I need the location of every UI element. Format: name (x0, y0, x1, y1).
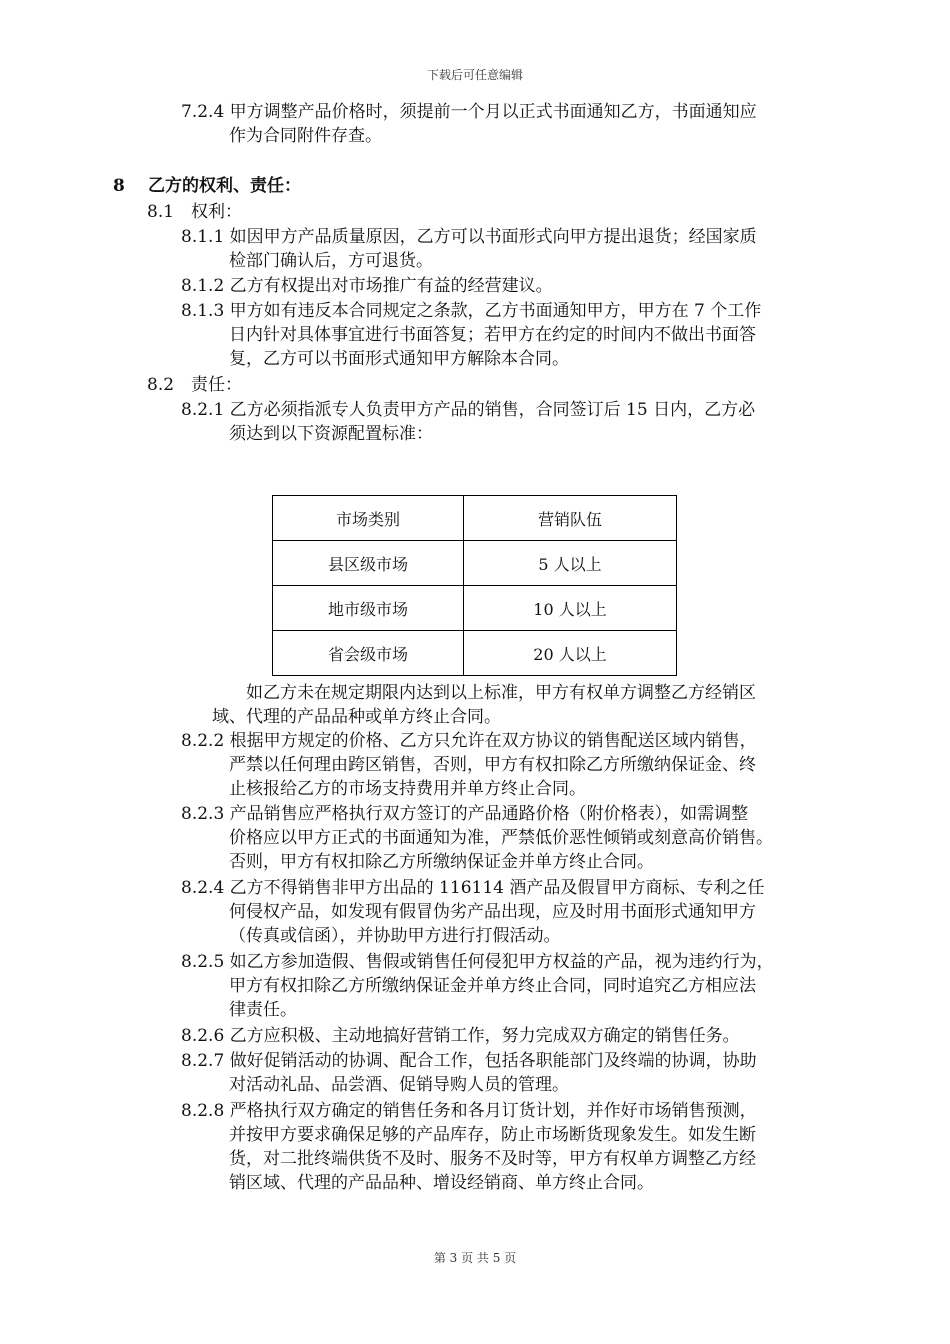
table-cell: 县区级市场 (273, 541, 464, 586)
clause-8-2-1-line-2: 须达到以下资源配置标准： (229, 424, 433, 444)
clause-8-1-1-line-1: 8.1.1 如因甲方产品质量原因，乙方可以书面形式向甲方提出退货；经国家质 (181, 227, 757, 247)
clause-8-2-2-line-3: 止核报给乙方的市场支持费用并单方终止合同。 (229, 779, 586, 799)
clause-8-1-1-line-2: 检部门确认后，方可退货。 (229, 251, 433, 271)
page-header: 下载后可任意编辑 (426, 68, 523, 82)
clause-8-2-7-line-1: 8.2.7 做好促销活动的协调、配合工作，包括各职能部门及终端的协调，协助 (181, 1051, 757, 1071)
clause-8-2-1-line-1: 8.2.1 乙方必须指派专人负责甲方产品的销售，合同签订后 15 日内，乙方必 (181, 400, 756, 420)
clause-8-2-8-line-4: 销区域、代理的产品品种、增设经销商、单方终止合同。 (229, 1173, 654, 1193)
page-footer: 第 3 页 共 5 页 (433, 1251, 517, 1265)
table-row (273, 541, 677, 586)
clause-8-2-4-line-1: 8.2.4 乙方不得销售非甲方出品的 116114 酒产品及假冒甲方商标、专利之任 (181, 878, 765, 898)
clause-8-2-5-line-2: 甲方有权扣除乙方所缴纳保证金并单方终止合同，同时追究乙方相应法 (229, 976, 756, 996)
table-cell: 20 人以上 (464, 631, 677, 676)
clause-8-2-3-line-3: 否则，甲方有权扣除乙方所缴纳保证金并单方终止合同。 (229, 852, 654, 872)
subsection-8-1-heading: 8.1 权利： (147, 202, 243, 222)
clause-8-2-8-line-2: 并按甲方要求确保足够的产品库存，防止市场断货现象发生。如发生断 (229, 1125, 756, 1145)
table-row (273, 631, 677, 676)
table-header-cell: 营销队伍 (464, 496, 677, 541)
clause-8-2-4-line-2: 何侵权产品，如发现有假冒伪劣产品出现，应及时用书面形式通知甲方 (229, 902, 756, 922)
table-header-row (273, 496, 677, 541)
section-8-number: 8 (113, 176, 125, 196)
clause-8-2-5-line-3: 律责任。 (229, 1000, 297, 1020)
clause-8-2-2-line-2: 严禁以任何理由跨区销售，否则，甲方有权扣除乙方所缴纳保证金、终 (229, 755, 756, 775)
table-header-cell: 市场类别 (273, 496, 464, 541)
clause-8-2-5-line-1: 8.2.5 如乙方参加造假、售假或销售任何侵犯甲方权益的产品，视为违约行为， (181, 952, 774, 972)
table-cell: 省会级市场 (273, 631, 464, 676)
clause-8-2-3-line-1: 8.2.3 产品销售应严格执行双方签订的产品通路价格（附价格表），如需调整 (181, 804, 749, 824)
clause-8-2-4-line-3: （传真或信函），并协助甲方进行打假活动。 (229, 926, 561, 946)
resource-config-table (272, 495, 677, 676)
clause-8-2-6: 8.2.6 乙方应积极、主动地搞好营销工作，努力完成双方确定的销售任务。 (181, 1026, 740, 1046)
clause-8-2-8-line-3: 货，对二批终端供货不及时、服务不及时等，甲方有权单方调整乙方经 (229, 1149, 756, 1169)
table-note-line-1: 如乙方未在规定期限内达到以上标准，甲方有权单方调整乙方经销区 (246, 683, 756, 703)
table-row (273, 586, 677, 631)
clause-8-1-3-line-3: 复，乙方可以书面形式通知甲方解除本合同。 (229, 349, 569, 369)
table-cell: 5 人以上 (464, 541, 677, 586)
table-note-line-2: 域、代理的产品品种或单方终止合同。 (212, 707, 501, 727)
clause-8-1-2: 8.1.2 乙方有权提出对市场推广有益的经营建议。 (181, 276, 553, 296)
subsection-8-2-heading: 8.2 责任： (147, 375, 243, 395)
clause-8-2-7-line-2: 对活动礼品、品尝酒、促销导购人员的管理。 (229, 1075, 569, 1095)
section-8-title: 乙方的权利、责任： (148, 176, 301, 196)
clause-8-2-3-line-2: 价格应以甲方正式的书面通知为准，严禁低价恶性倾销或刻意高价销售。 (229, 828, 773, 848)
clause-7-2-4-line-1: 7.2.4 甲方调整产品价格时，须提前一个月以正式书面通知乙方，书面通知应 (181, 102, 757, 122)
clause-8-1-3-line-1: 8.1.3 甲方如有违反本合同规定之条款，乙方书面通知甲方，甲方在 7 个工作 (181, 301, 762, 321)
table-cell: 地市级市场 (273, 586, 464, 631)
clause-8-2-8-line-1: 8.2.8 严格执行双方确定的销售任务和各月订货计划，并作好市场销售预测， (181, 1101, 757, 1121)
clause-8-2-2-line-1: 8.2.2 根据甲方规定的价格、乙方只允许在双方协议的销售配送区域内销售， (181, 731, 757, 751)
table-cell: 10 人以上 (464, 586, 677, 631)
clause-7-2-4-line-2: 作为合同附件存查。 (229, 126, 382, 146)
clause-8-1-3-line-2: 日内针对具体事宜进行书面答复；若甲方在约定的时间内不做出书面答 (229, 325, 756, 345)
